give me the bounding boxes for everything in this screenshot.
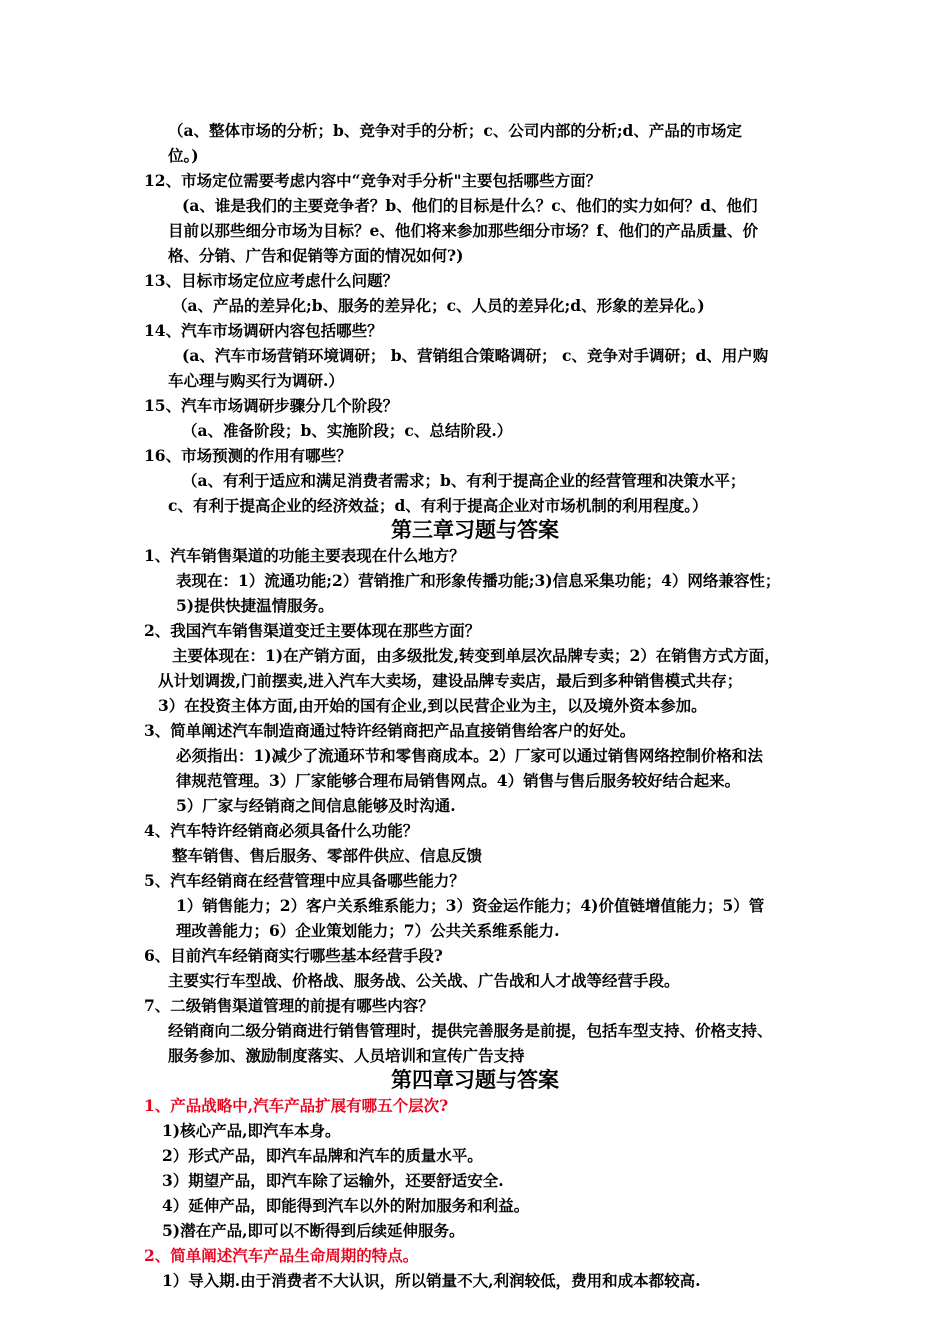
text-line: 车心理与购买行为调研.） bbox=[168, 371, 344, 390]
text-line: 4）延伸产品，即能得到汽车以外的附加服务和利益。 bbox=[162, 1196, 530, 1215]
text-line: (a、汽车市场营销环境调研； b、营销组合策略调研； c、竞争对手调研；d、用户购 bbox=[182, 346, 769, 365]
question-14: 14、汽车市场调研内容包括哪些？ bbox=[144, 321, 383, 340]
question-6: 6、目前汽车经销商实行哪些基本经营手段? bbox=[144, 946, 443, 965]
question-5: 5、汽车经销商在经营管理中应具备哪些能力？ bbox=[144, 871, 465, 890]
question-3: 3、简单阐述汽车制造商通过特许经销商把产品直接销售给客户的好处。 bbox=[144, 721, 636, 740]
text-line: 1）导入期.由于消费者不大认识，所以销量不大,利润较低，费用和成本都较高. bbox=[162, 1271, 701, 1290]
text-line: 3）在投资主体方面,由开始的国有企业,到以民营企业为主，以及境外资本参加。 bbox=[158, 696, 707, 715]
text-line: 5)提供快捷温情服务。 bbox=[176, 596, 334, 615]
question-12: 12、市场定位需要考虑内容中“竞争对手分析"主要包括哪些方面？ bbox=[144, 171, 602, 190]
question-2: 2、我国汽车销售渠道变迁主要体现在那些方面？ bbox=[144, 621, 481, 640]
question-15: 15、汽车市场调研步骤分几个阶段？ bbox=[144, 396, 399, 415]
question-13: 13、目标市场定位应考虑什么问题？ bbox=[144, 271, 399, 290]
text-line: c、有利于提高企业的经济效益；d、有利于提高企业对市场机制的利用程度。） bbox=[168, 496, 708, 515]
text-line: 律规范管理。3）厂家能够合理布局销售网点。4）销售与售后服务较好结合起来。 bbox=[176, 771, 741, 790]
text-line: 经销商向二级分销商进行销售管理时，提供完善服务是前提，包括车型支持、价格支持、 bbox=[168, 1021, 773, 1040]
text-line: 服务参加、激励制度落实、人员培训和宣传广告支持 bbox=[168, 1046, 525, 1065]
text-line: 2）形式产品，即汽车品牌和汽车的质量水平。 bbox=[162, 1146, 483, 1165]
text-line: 5)潜在产品,即可以不断得到后续延伸服务。 bbox=[162, 1221, 465, 1240]
question-2-red: 2、简单阐述汽车产品生命周期的特点。 bbox=[144, 1246, 419, 1265]
text-line: （a、准备阶段；b、实施阶段；c、总结阶段.） bbox=[182, 421, 513, 440]
text-line: 格、分销、广告和促销等方面的情况如何?) bbox=[168, 246, 464, 265]
text-line: 5）厂家与经销商之间信息能够及时沟通. bbox=[176, 796, 456, 815]
text-line: 理改善能力；6）企业策划能力；7）公共关系维系能力. bbox=[176, 921, 560, 940]
text-line: 3）期望产品，即汽车除了运输外，还要舒适安全. bbox=[162, 1171, 504, 1190]
text-line: （a、产品的差异化;b、服务的差异化；c、人员的差异化;d、形象的差异化。) bbox=[172, 296, 705, 315]
text-line: 1）销售能力；2）客户关系维系能力；3）资金运作能力；4)价值链增值能力；5）管 bbox=[176, 896, 765, 915]
text-line: 目前以那些细分市场为目标？e、他们将来参加那些细分市场？f、他们的产品质量、价 bbox=[168, 221, 759, 240]
text-line: 整车销售、售后服务、零部件供应、信息反馈 bbox=[172, 846, 483, 865]
question-4: 4、汽车特许经销商必须具备什么功能？ bbox=[144, 821, 419, 840]
text-line: 主要实行车型战、价格战、服务战、公关战、广告战和人才战等经营手段。 bbox=[168, 971, 680, 990]
text-line: 主要体现在：1)在产销方面，由多级批发,转变到单层次品牌专卖；2）在销售方式方面， bbox=[172, 646, 780, 665]
question-1-red: 1、产品战略中,汽车产品扩展有哪五个层次? bbox=[144, 1096, 449, 1115]
text-line: （a、有利于适应和满足消费者需求；b、有利于提高企业的经营管理和决策水平； bbox=[182, 471, 746, 490]
question-16: 16、市场预测的作用有哪些？ bbox=[144, 446, 352, 465]
text-line: （a、整体市场的分析；b、竞争对手的分析；c、公司内部的分析;d、产品的市场定 bbox=[168, 121, 742, 140]
question-1: 1、汽车销售渠道的功能主要表现在什么地方？ bbox=[144, 546, 465, 565]
text-line: 位。) bbox=[168, 146, 199, 165]
text-line: 从计划调拨,门前摆卖,进入汽车大卖场，建设品牌专卖店，最后到多种销售模式共存； bbox=[158, 671, 743, 690]
question-7: 7、二级销售渠道管理的前提有哪些内容？ bbox=[144, 996, 434, 1015]
chapter-4-heading: 第四章习题与答案 bbox=[391, 1067, 559, 1092]
text-line: 必须指出：1)减少了流通环节和零售商成本。2）厂家可以通过销售网络控制价格和法 bbox=[176, 746, 763, 765]
text-line: 表现在：1）流通功能;2）营销推广和形象传播功能;3)信息采集功能；4）网络兼容性； bbox=[176, 571, 781, 590]
chapter-3-heading: 第三章习题与答案 bbox=[391, 517, 559, 542]
text-line: 1)核心产品,即汽车本身。 bbox=[162, 1121, 341, 1140]
text-line: (a、谁是我们的主要竞争者？b、他们的目标是什么？c、他们的实力如何？d、他们 bbox=[182, 196, 758, 215]
